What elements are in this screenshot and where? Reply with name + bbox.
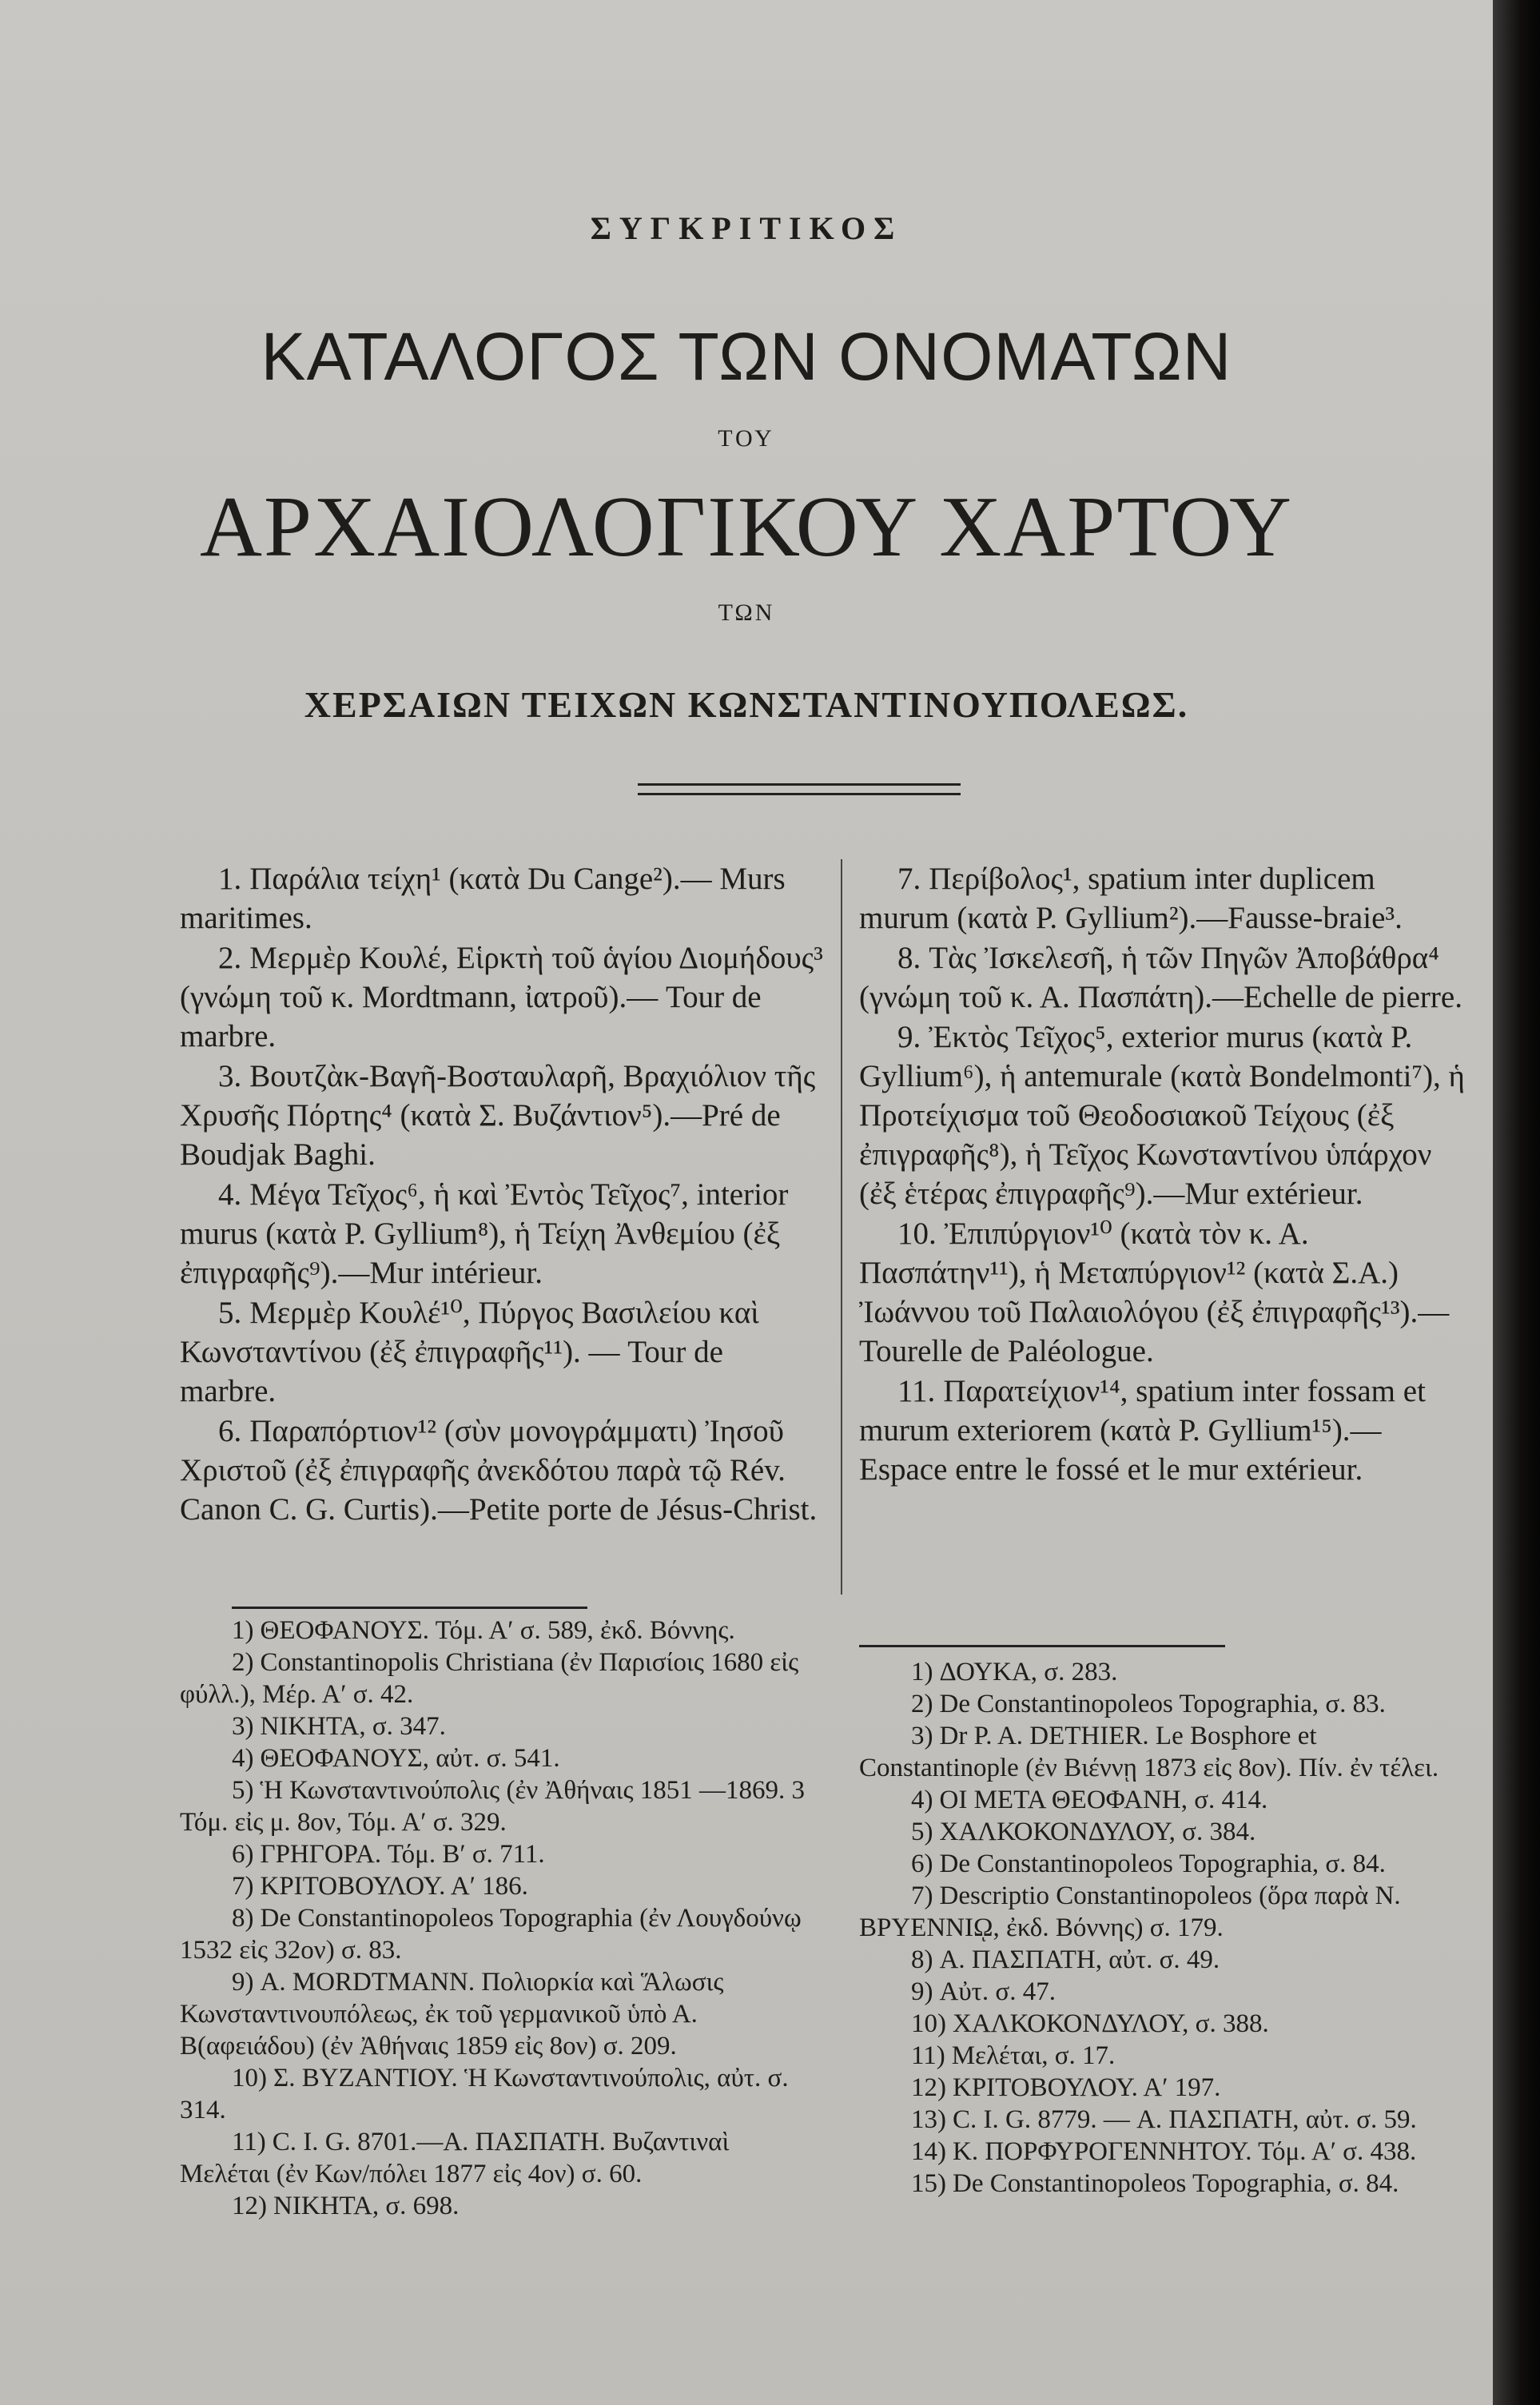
footnote-text: ΔΟΥΚΑ, σ. 283.	[939, 1658, 1118, 1686]
catalogue-entry-text: Βουτζὰκ-Βαγῆ-Βοσταυλαρῆ, Βραχιόλιον τῆς Χρυσῆς Πόρτης⁴ (κατὰ Σ. Βυζάντιον⁵).—Pré de Boudjak Baghi.	[180, 1059, 816, 1172]
catalogue-entry	[859, 1017, 1466, 1213]
footnote	[859, 1944, 1466, 1976]
catalogue-entry-text: Παράλια τείχη¹ (κατὰ Du Cange²).— Murs maritimes.	[180, 862, 786, 935]
entries-right-column	[859, 859, 1466, 1490]
footnote-number: 12)	[911, 2073, 946, 2102]
footnote	[859, 2072, 1466, 2104]
catalogue-entry-text: Μέγα Τεῖχος⁶, ἡ καὶ Ἐντὸς Τεῖχος⁷, interior murus (κατὰ P. Gyllium⁸), ἡ Τείχη Ἀνθεμίου (ἐξ ἐπιγραφῆς⁹).—Mur intérieur.	[180, 1177, 789, 1290]
footnote-number: 7)	[911, 1881, 933, 1910]
footnote	[859, 1656, 1466, 1688]
footnote	[859, 1848, 1466, 1880]
footnote	[180, 1742, 826, 1774]
book-spine-shadow	[1493, 0, 1540, 2405]
catalogue-entry-number: 8.	[897, 941, 921, 975]
catalogue-entry	[180, 938, 826, 1056]
footnote-text: ΝΙΚΗΤΑ, σ. 347.	[260, 1712, 446, 1741]
footnote-rule-right	[859, 1645, 1225, 1647]
catalogue-entry-text: Ἐκτὸς Τεῖχος⁵, exterior murus (κατὰ P. Gyllium⁶), ἡ antemurale (κατὰ Bondelmonti⁷), ἡ Προτείχισμα τοῦ Θεοδοσιακοῦ Τείχους (ἐξ ἐπιγραφῆς⁸), ἡ Τεῖχος Κωνσταντίνου ὑπάρχον (ἐξ ἑτέρας ἐπιγραφῆς⁹).—Mur extérieur.	[859, 1020, 1465, 1211]
footnote-text: De Constantinopoleos Topographia, σ. 84.	[953, 2169, 1399, 2198]
footnote-number: 9)	[911, 1977, 933, 2006]
footnote-number: 4)	[232, 1744, 254, 1773]
footnote-text: ΧΑΛΚΟΚΟΝΔΥΛΟΥ, σ. 384.	[939, 1818, 1256, 1846]
footnote-number: 8)	[232, 1904, 254, 1933]
footnote	[180, 2190, 826, 2222]
catalogue-entry-text: Παρατείχιον¹⁴, spatium inter fossam et murum exteriorem (κατὰ P. Gyllium¹⁵).—Espace entre le fossé et le mur extérieur.	[859, 1374, 1426, 1487]
catalogue-entry	[859, 1372, 1466, 1489]
footnote-number: 11)	[232, 2128, 266, 2156]
footnote-text: ΘΕΟΦΑΝΟΥΣ, αὐτ. σ. 541.	[260, 1744, 560, 1773]
footnote	[180, 1646, 826, 1710]
footnote-number: 6)	[232, 1840, 254, 1869]
heading-land-walls: ΧΕΡΣΑΙΩΝ ΤΕΙΧΩΝ ΚΩΝΣΤΑΝΤΙΝΟΥΠΟΛΕΩΣ.	[304, 684, 1189, 725]
footnote-text: Μελέται, σ. 17.	[951, 2041, 1116, 2070]
footnote-number: 9)	[232, 1968, 254, 1997]
footnote	[180, 1615, 826, 1646]
footnote-text: De Constantinopoleos Topographia, σ. 84.	[939, 1850, 1386, 1878]
footnote-number: 6)	[911, 1850, 933, 1878]
footnote	[859, 2168, 1466, 2200]
footnote-text: Constantinopolis Christiana (ἐν Παρισίοις 1680 εἰς φύλλ.), Μέρ. Α′ σ. 42.	[180, 1648, 799, 1709]
footnote-text: C. I. G. 8701.—Α. ΠΑΣΠΑΤΗ. Βυζαντιναὶ Μελέται (ἐν Κων/πόλει 1877 εἰς 4ον) σ. 60.	[180, 2128, 730, 2188]
footnote-number: 2)	[232, 1648, 254, 1677]
catalogue-entry-number: 6.	[218, 1414, 242, 1448]
footnote	[859, 1976, 1466, 2008]
catalogue-entry-number: 3.	[218, 1059, 242, 1093]
footnote	[859, 1720, 1466, 1784]
footnote-text: Descriptio Constantinopoleos (ὅρα παρὰ Ν. ΒΡΥΕΝΝΙῼ, ἐκδ. Βόννης) σ. 179.	[859, 1881, 1401, 1942]
footnote-text: ΓΡΗΓΟΡΑ. Τόμ. Β′ σ. 711.	[260, 1840, 545, 1869]
footnote-number: 10)	[911, 2009, 946, 2038]
footnote	[180, 2126, 826, 2190]
footnote-number: 14)	[911, 2137, 946, 2166]
footnote-number: 8)	[911, 1945, 933, 1974]
heading-the: ΤΩΝ	[718, 599, 775, 626]
footnote	[859, 1784, 1466, 1816]
catalogue-entry-number: 2.	[218, 941, 242, 975]
footnote-number: 12)	[232, 2192, 267, 2220]
footnote-number: 13)	[911, 2105, 946, 2134]
footnote-number: 7)	[232, 1872, 254, 1901]
footnote-text: ΝΙΚΗΤΑ, σ. 698.	[273, 2192, 460, 2220]
heading-comparative: ΣΥΓΚΡΙΤΙΚΟΣ	[590, 210, 903, 246]
catalogue-entry	[180, 1293, 826, 1411]
footnote-number: 5)	[232, 1776, 254, 1805]
catalogue-entry-text: Ἐπιπύργιον¹⁰ (κατὰ τὸν κ. Α. Πασπάτην¹¹), ἡ Μεταπύργιον¹² (κατὰ Σ.Α.) Ἰωάννου τοῦ Παλαιολόγου (ἐξ ἐπιγραφῆς¹³).—Tourelle de Paléologue.	[859, 1216, 1450, 1368]
footnote-number: 1)	[911, 1658, 933, 1686]
footnote	[859, 2040, 1466, 2072]
catalogue-entry-number: 1.	[218, 862, 242, 896]
catalogue-entry-text: Παραπόρτιον¹² (σὺν μονογράμματι) Ἰησοῦ Χριστοῦ (ἐξ ἐπιγραφῆς ἀνεκδότου παρὰ τῷ Rév. Canon C. G. Curtis).—Petite porte de Jésus-Christ.	[180, 1414, 818, 1527]
footnote	[859, 2104, 1466, 2136]
footnote-number: 3)	[232, 1712, 254, 1741]
footnote-number: 5)	[911, 1818, 933, 1846]
footnote-text: ΚΡΙΤΟΒΟΥΛΟΥ. Α′ 186.	[260, 1872, 528, 1901]
footnote	[180, 1870, 826, 1902]
footnote-text: De Constantinopoleos Topographia, σ. 83.	[939, 1690, 1386, 1718]
catalogue-entry-number: 10.	[897, 1216, 937, 1251]
catalogue-entry-text: Περίβολος¹, spatium inter duplicem murum (κατὰ P. Gyllium²).—Fausse-braie³.	[859, 862, 1403, 935]
footnote	[180, 1774, 826, 1838]
catalogue-entry	[859, 859, 1466, 938]
footnote-number: 1)	[232, 1616, 254, 1645]
footnote-text: ΘΕΟΦΑΝΟΥΣ. Τόμ. Α′ σ. 589, ἐκδ. Βόννης.	[260, 1616, 735, 1645]
catalogue-entry-text: Μερμὲρ Κουλέ¹⁰, Πύργος Βασιλείου καὶ Κωνσταντίνου (ἐξ ἐπιγραφῆς¹¹). — Tour de marbre.	[180, 1296, 759, 1408]
footnote	[859, 2008, 1466, 2040]
footnote-text: Αὐτ. σ. 47.	[939, 1977, 1056, 2006]
footnote-number: 11)	[911, 2041, 945, 2070]
column-divider	[841, 859, 842, 1595]
catalogue-entry	[859, 1214, 1466, 1371]
title-rule-top	[638, 783, 961, 786]
footnote	[180, 1710, 826, 1742]
footnote	[180, 1838, 826, 1870]
footnotes-left	[180, 1615, 826, 2222]
catalogue-entry-text: Μερμὲρ Κουλέ, Εἱρκτὴ τοῦ ἁγίου Διομήδους³ (γνώμη τοῦ κ. Mordtmann, ἰατροῦ).— Tour de marbre.	[180, 941, 823, 1053]
footnote-number: 10)	[232, 2064, 267, 2092]
catalogue-entry-number: 5.	[218, 1296, 242, 1330]
footnote-text: Dr P. A. DETHIER. Le Bosphore et Constantinople (ἐν Βιέννῃ 1873 εἰς 8ον). Πίν. ἐν τέλει.	[859, 1722, 1439, 1782]
footnote-number: 15)	[911, 2169, 946, 2198]
footnote-text: Κ. ΠΟΡΦΥΡΟΓΕΝΝΗΤΟΥ. Τόμ. Α′ σ. 438.	[953, 2137, 1417, 2166]
footnote-text: De Constantinopoleos Topographia (ἐν Λουγδούνῳ 1532 εἰς 32ον) σ. 83.	[180, 1904, 802, 1965]
heading-archaeological-map: ΑΡΧΑΙΟΛΟΓΙΚΟΥ ΧΑΡΤΟΥ	[200, 480, 1293, 575]
footnote-text: C. I. G. 8779. — Α. ΠΑΣΠΑΤΗ, αὐτ. σ. 59.	[953, 2105, 1417, 2134]
catalogue-entry-number: 9.	[897, 1020, 921, 1054]
footnote-text: ΟΙ ΜΕΤΑ ΘΕΟΦΑΝΗ, σ. 414.	[939, 1786, 1268, 1814]
footnote-text: A. MORDTMANN. Πολιορκία καὶ Ἅλωσις Κωνσταντινουπόλεως, ἐκ τοῦ γερμανικοῦ ὑπὸ Α. Β(αφειάδου) (ἐν Ἀθήναις 1859 εἰς 8ον) σ. 209.	[180, 1968, 724, 2061]
footnotes-right	[859, 1656, 1466, 2200]
footnote	[180, 1902, 826, 1966]
footnote-text: Σ. ΒΥΖΑΝΤΙΟΥ. Ἡ Κωνσταντινούπολις, αὐτ. σ. 314.	[180, 2064, 789, 2124]
heading-of: ΤΟΥ	[718, 425, 775, 452]
catalogue-entry	[180, 859, 826, 938]
footnote-text: ΧΑΛΚΟΚΟΝΔΥΛΟΥ, σ. 388.	[953, 2009, 1269, 2038]
footnote-number: 4)	[911, 1786, 933, 1814]
footnote	[859, 2136, 1466, 2168]
footnote-text: ΚΡΙΤΟΒΟΥΛΟΥ. Α′ 197.	[953, 2073, 1221, 2102]
footnote-number: 3)	[911, 1722, 933, 1750]
footnote	[859, 1816, 1466, 1848]
footnote	[180, 2062, 826, 2126]
footnote	[859, 1880, 1466, 1944]
catalogue-entry	[180, 1412, 826, 1529]
footnote-text: Α. ΠΑΣΠΑΤΗ, αὐτ. σ. 49.	[939, 1945, 1220, 1974]
catalogue-entry	[859, 938, 1466, 1017]
entries-left-column	[180, 859, 826, 1530]
catalogue-entry-number: 11.	[897, 1374, 936, 1408]
footnote-number: 2)	[911, 1690, 933, 1718]
catalogue-entry-number: 4.	[218, 1177, 242, 1212]
heading-catalogue: ΚΑΤΑΛΟΓΟΣ ΤΩΝ ΟΝΟΜΑΤΩΝ	[261, 319, 1232, 394]
footnote-rule-left	[232, 1607, 587, 1609]
footnote	[859, 1688, 1466, 1720]
footnote-text: Ἡ Κωνσταντινούπολις (ἐν Ἀθήναις 1851 —1869. 3 Τόμ. εἰς μ. 8ον, Τόμ. Α′ σ. 329.	[180, 1776, 806, 1837]
title-rule-bottom	[638, 793, 961, 795]
catalogue-entry-text: Τὰς Ἰσκελεσῆ, ἡ τῶν Πηγῶν Ἀποβάθρα⁴ (γνώμη τοῦ κ. Α. Πασπάτη).—Echelle de pierre.	[859, 941, 1462, 1014]
catalogue-entry-number: 7.	[897, 862, 921, 896]
catalogue-entry	[180, 1175, 826, 1292]
catalogue-entry	[180, 1057, 826, 1174]
footnote	[180, 1966, 826, 2062]
